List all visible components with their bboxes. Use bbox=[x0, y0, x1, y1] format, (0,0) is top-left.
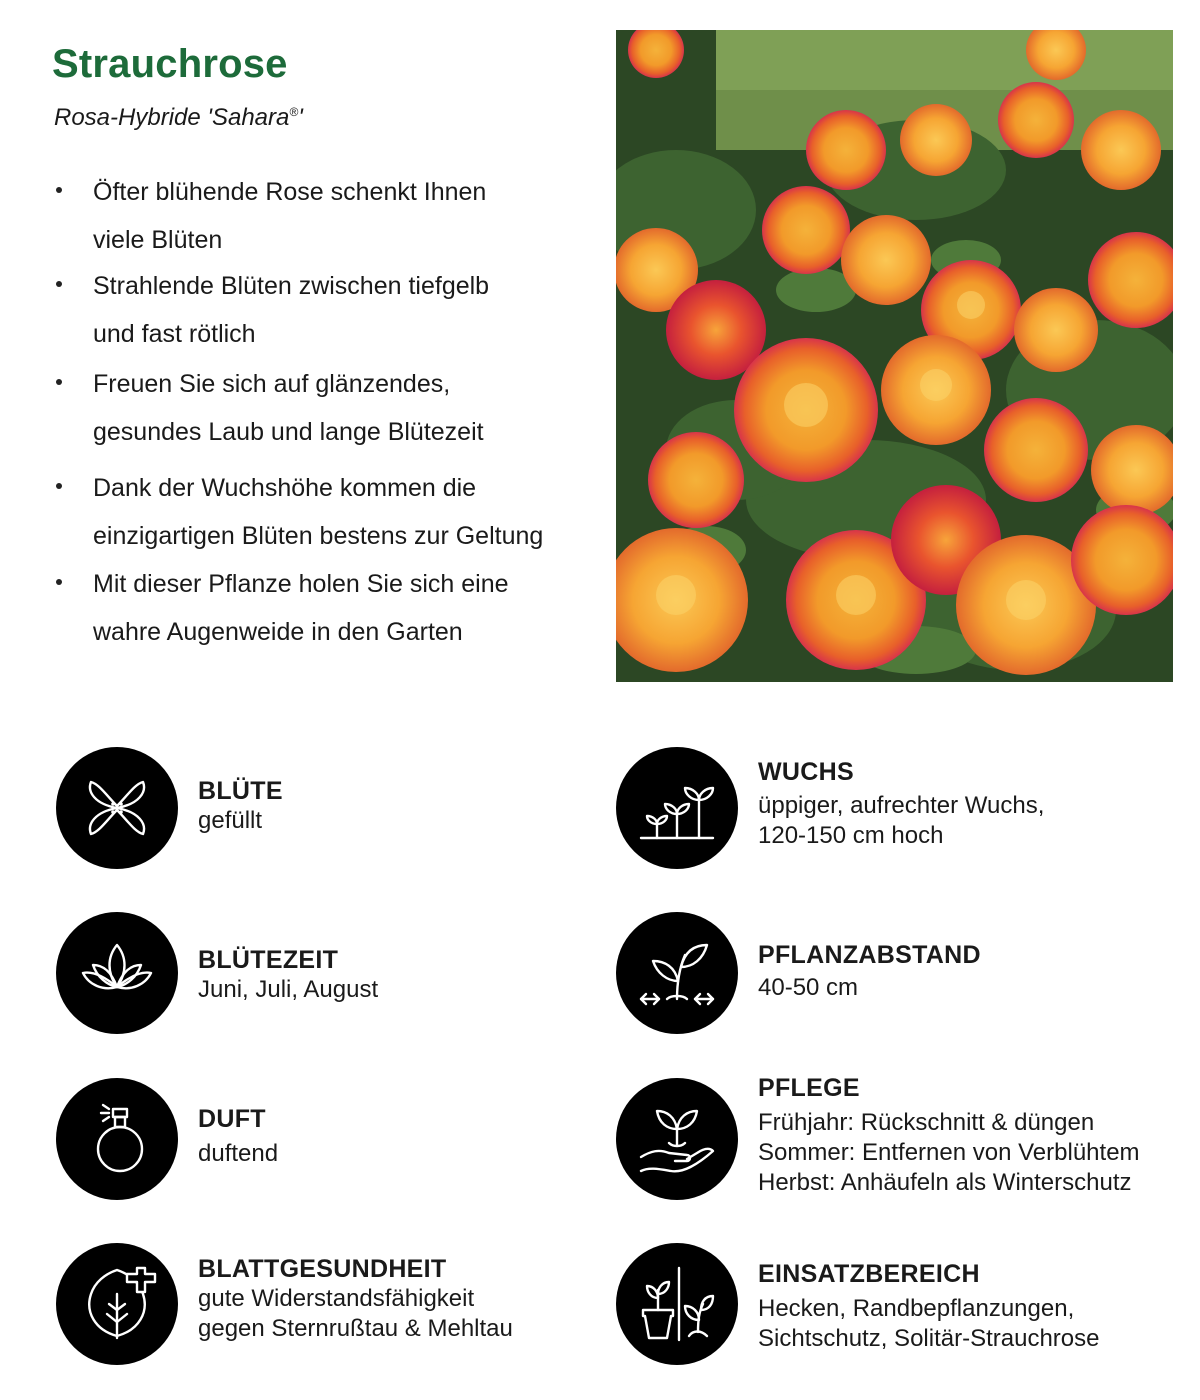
feature-value: üppiger, aufrechter Wuchs, bbox=[758, 792, 1045, 819]
feature-value: Sommer: Entfernen von Verblühtem bbox=[758, 1139, 1140, 1166]
bullet-line: wahre Augenweide in den Garten bbox=[93, 618, 463, 646]
bullet-item bbox=[52, 464, 592, 560]
feature-value: gefüllt bbox=[198, 807, 263, 834]
bullet-line: einzigartigen Blüten bestens zur Geltung bbox=[93, 522, 544, 550]
registered-mark: ® bbox=[289, 105, 299, 119]
bullet-line: Öfter blühende Rose schenkt Ihnen bbox=[93, 178, 487, 206]
feature-label: PFLEGE bbox=[758, 1074, 860, 1102]
bullet-line: viele Blüten bbox=[93, 226, 223, 254]
feature-value: Frühjahr: Rückschnitt & düngen bbox=[758, 1109, 1095, 1136]
icon-circle bbox=[616, 1078, 738, 1200]
feature-label: BLATTGESUNDHEIT bbox=[198, 1255, 447, 1283]
botanical-name bbox=[54, 104, 303, 132]
feature-value: 120-150 cm hoch bbox=[758, 822, 944, 849]
feature-value: gute Widerstandsfähigkeit bbox=[198, 1285, 475, 1312]
icon-circle bbox=[56, 912, 178, 1034]
feature-duft bbox=[56, 1078, 616, 1200]
bullet-item bbox=[52, 560, 592, 656]
icon-circle bbox=[56, 1078, 178, 1200]
feature-value: Juni, Juli, August bbox=[198, 976, 379, 1003]
flower-icon bbox=[77, 768, 157, 848]
bullet-item bbox=[52, 360, 592, 456]
feature-label: BLÜTE bbox=[198, 777, 283, 805]
feature-value: Sichtschutz, Solitär-Strauchrose bbox=[758, 1325, 1100, 1352]
icon-circle bbox=[56, 1243, 178, 1365]
feature-bluete bbox=[56, 747, 616, 869]
growth-icon bbox=[637, 768, 717, 848]
bullet-item bbox=[52, 262, 592, 358]
icon-circle bbox=[616, 912, 738, 1034]
orange-roses-photo-icon bbox=[616, 30, 1173, 682]
feature-blattgesundheit bbox=[56, 1243, 616, 1365]
bullet-dot bbox=[56, 187, 62, 193]
usage-icon bbox=[637, 1264, 717, 1344]
feature-value: gegen Sternrußtau & Mehltau bbox=[198, 1315, 513, 1342]
feature-label: DUFT bbox=[198, 1105, 266, 1133]
feature-value: 40-50 cm bbox=[758, 974, 859, 1001]
feature-value: Herbst: Anhäufeln als Winterschutz bbox=[758, 1169, 1132, 1196]
bullet-line: Strahlende Blüten zwischen tiefgelb bbox=[93, 272, 490, 300]
feature-pflanzabstand bbox=[616, 912, 1176, 1034]
feature-label: BLÜTEZEIT bbox=[198, 946, 339, 974]
icon-circle bbox=[616, 1243, 738, 1365]
spacing-icon bbox=[637, 933, 717, 1013]
feature-label: EINSATZBEREICH bbox=[758, 1260, 980, 1288]
bullet-line: gesundes Laub und lange Blütezeit bbox=[93, 418, 484, 446]
bullet-dot bbox=[56, 579, 62, 585]
feature-label: PFLANZABSTAND bbox=[758, 941, 981, 969]
page-title: Strauchrose bbox=[52, 42, 288, 86]
care-icon bbox=[637, 1099, 717, 1179]
bullet-dot bbox=[56, 379, 62, 385]
botanical-name-text: Rosa-Hybride 'Sahara bbox=[54, 104, 290, 131]
leaf-health-icon bbox=[77, 1264, 157, 1344]
icon-circle bbox=[616, 747, 738, 869]
feature-wuchs bbox=[616, 747, 1176, 869]
bullet-line: Dank der Wuchshöhe kommen die bbox=[93, 474, 477, 502]
bullet-dot bbox=[56, 281, 62, 287]
feature-einsatzbereich bbox=[616, 1243, 1176, 1365]
bullet-line: und fast rötlich bbox=[93, 320, 256, 348]
feature-value: duftend bbox=[198, 1140, 279, 1167]
lotus-icon bbox=[77, 933, 157, 1013]
bullet-dot bbox=[56, 483, 62, 489]
rose-photo bbox=[616, 30, 1173, 682]
feature-bluetezeit bbox=[56, 912, 616, 1034]
perfume-icon bbox=[77, 1099, 157, 1179]
bullet-line: Mit dieser Pflanze holen Sie sich eine bbox=[93, 570, 509, 598]
bullet-line: Freuen Sie sich auf glänzendes, bbox=[93, 370, 451, 398]
feature-label: WUCHS bbox=[758, 758, 854, 786]
feature-value: Hecken, Randbepflanzungen, bbox=[758, 1295, 1075, 1322]
feature-pflege bbox=[616, 1074, 1176, 1200]
icon-circle bbox=[56, 747, 178, 869]
feature-bullet-list bbox=[52, 168, 592, 656]
bullet-item bbox=[52, 168, 592, 264]
botanical-name-end: ' bbox=[298, 104, 303, 131]
